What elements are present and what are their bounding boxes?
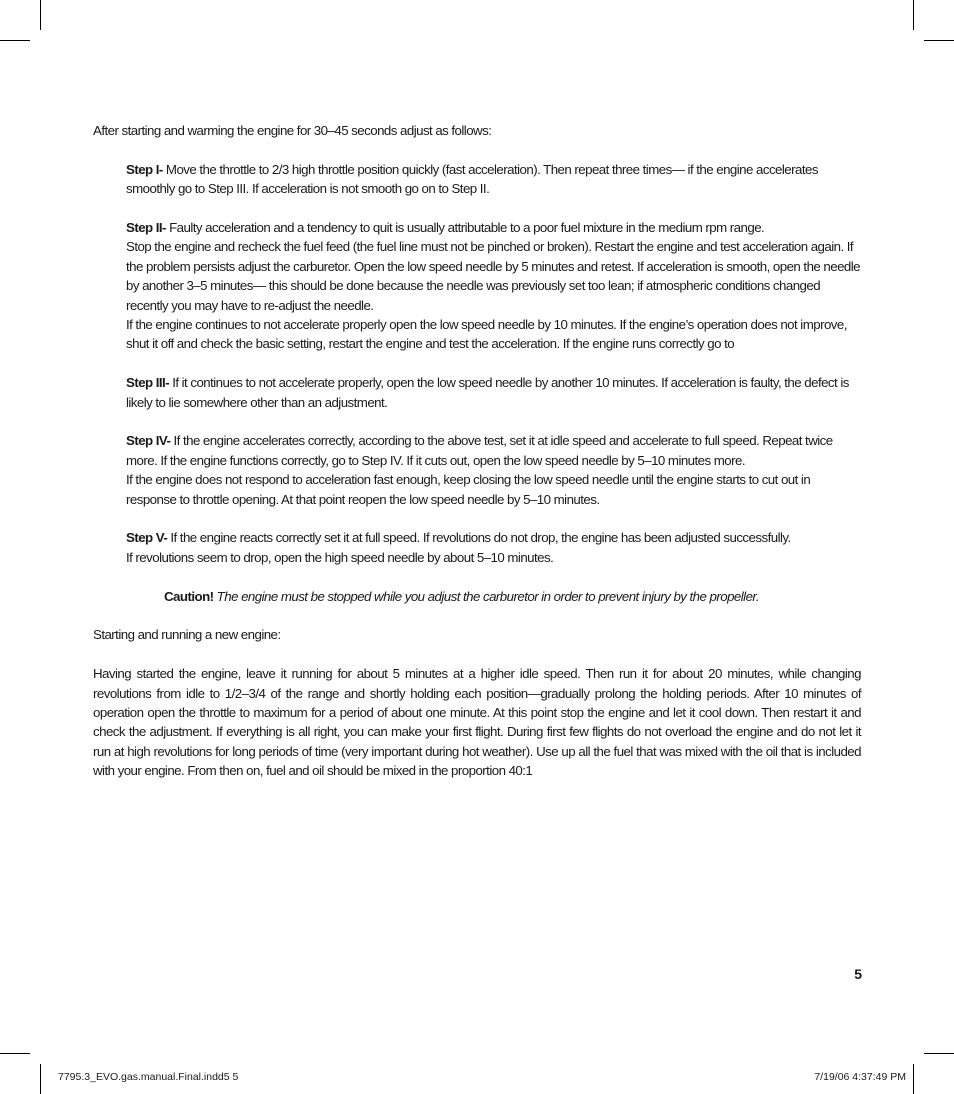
- caution-label: Caution!: [164, 588, 214, 604]
- step-text: Stop the engine and recheck the fuel feed (the fuel line must not be pinched or broken). Restart the engine and test acceleration again. If the problem persists adjust the carburetor. Open the low speed needle by 5 minutes and retest. If acceleration is smooth, open the needle by another 3–5 minutes— this should be done because the needle was previously set too lean; if atmospheric conditions changed recently you may have to re-adjust the needle.: [126, 239, 861, 313]
- section-heading: Starting and running a new engine:: [93, 627, 281, 643]
- step-3: [93, 373, 861, 412]
- step-text: Faulty acceleration and a tendency to quit is usually attributable to a poor fuel mixture in the medium rpm range.: [165, 220, 765, 235]
- step-text: Move the throttle to 2/3 high throttle position quickly (fast acceleration). Then repeat three times— if the engine accelerates smoothly go to Step III. If acceleration is not smooth go on to Step II.: [126, 161, 818, 197]
- crop-mark-top-right-horizontal: [924, 40, 954, 41]
- body-paragraph: Having started the engine, leave it running for about 5 minutes at a higher idle speed. Then run it for about 20 minutes, while changing revolutions from idle to 1/2–3/4 of the range and shortly holding each position—gradually prolong the holding periods. After 10 minutes of operation open the throttle to maximum for a period of about one minute. At this point stop the engine and let it cool down. Then restart it and check the adjustment. If everything is all right, you can make your first flight. During first few flights do not overload the engine and do not let it run at high revolutions for long periods of time (very important during hot weather). Use up all the fuel that was mixed with the oil that is included with your engine. From then on, fuel and oil should be mixed in the proportion 40:1: [93, 666, 861, 779]
- caution-message: The engine must be stopped while you adjust the carburetor in order to prevent injury by the propeller.: [213, 588, 759, 604]
- step-text: If the engine continues to not accelerate properly open the low speed needle by 10 minutes. If the engine’s operation does not improve, shut it off and check the basic setting, restart the engine and test the acceleration. If the engine runs correctly go to: [126, 317, 847, 352]
- step-5: [93, 528, 861, 567]
- step-label: Step I-: [126, 161, 163, 177]
- crop-mark-top-left-vertical: [40, 0, 41, 30]
- crop-mark-bottom-right-horizontal: [924, 1053, 954, 1054]
- step-text: If it continues to not accelerate properly, open the low speed needle by another 10 minutes. If acceleration is faulty, the defect is likely to lie somewhere other than an adjustment.: [126, 375, 849, 410]
- step-label: Step IV-: [126, 433, 171, 449]
- crop-mark-top-left-horizontal: [0, 40, 30, 41]
- step-label: Step III-: [126, 375, 170, 391]
- step-2: [93, 218, 861, 354]
- caution-note: [93, 587, 861, 606]
- intro-text: After starting and warming the engine for 30–45 seconds adjust as follows:: [93, 123, 492, 138]
- step-text: If revolutions seem to drop, open the high speed needle by about 5–10 minutes.: [126, 549, 554, 565]
- step-1: [93, 160, 861, 199]
- page-content: [93, 121, 861, 781]
- crop-mark-top-right-vertical: [913, 0, 914, 30]
- crop-mark-bottom-left-horizontal: [0, 1053, 30, 1054]
- slug-filename: 7795.3_EVO.gas.manual.Final.indd5 5: [58, 1071, 239, 1083]
- step-label: Step V-: [126, 530, 168, 546]
- step-text: If the engine reacts correctly set it at full speed. If revolutions do not drop, the engine has been adjusted successfully.: [167, 530, 791, 546]
- step-text: If the engine does not respond to acceleration fast enough, keep closing the low speed needle until the engine starts to cut out in response to throttle opening. At that point reopen the low speed needle by 5–10 minutes.: [126, 472, 811, 507]
- crop-mark-bottom-left-vertical: [40, 1064, 41, 1094]
- step-label: Step II-: [126, 220, 166, 235]
- crop-mark-bottom-right-vertical: [913, 1064, 914, 1094]
- slug-timestamp: 7/19/06 4:37:49 PM: [814, 1071, 906, 1083]
- step-4: [93, 431, 861, 509]
- step-text: If the engine accelerates correctly, according to the above test, set it at idle speed and accelerate to full speed. Repeat twice more. If the engine functions correctly, go to Step IV. If it cuts out, open the low speed needle by 5–10 minutes more.: [126, 433, 833, 468]
- page-number: 5: [854, 966, 862, 982]
